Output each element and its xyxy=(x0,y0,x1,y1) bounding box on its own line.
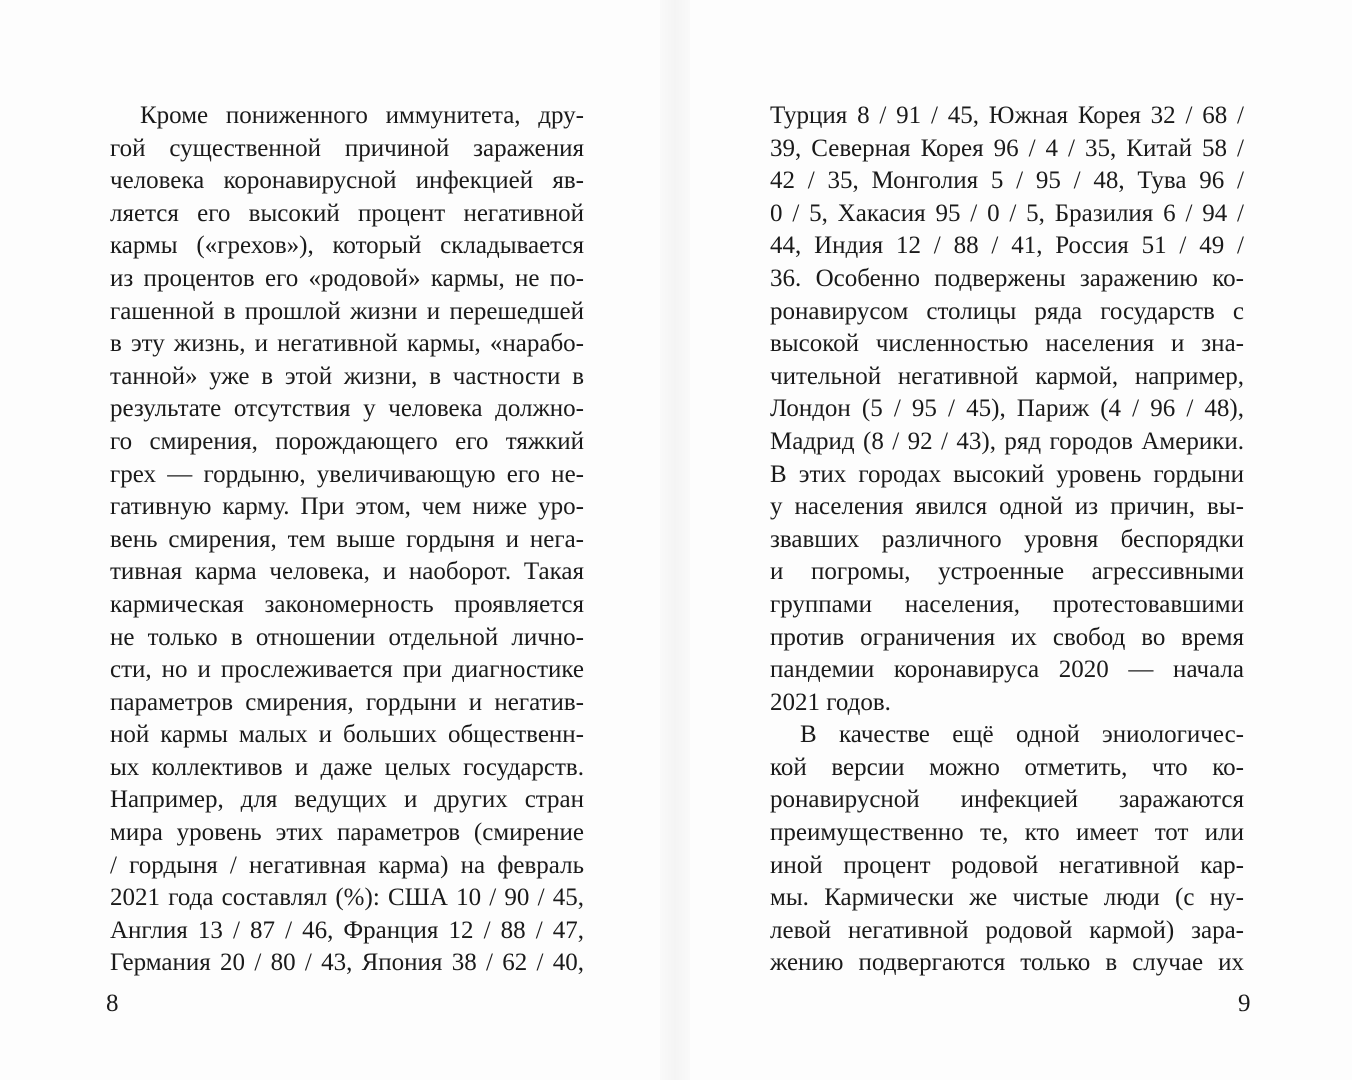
text-line: 42 / 35, Монголия 5 / 95 / 48, Тува 96 / xyxy=(770,167,1244,195)
text-line: ронавирусной инфекцией заражаются xyxy=(770,786,1244,814)
text-line: Мадрид (8 / 92 / 43), ряд городов Америки. xyxy=(770,427,1244,455)
text-line: результате отсутствия у человека должно- xyxy=(110,395,584,423)
text-line: 2021 года составлял (%): США 10 / 90 / 45, xyxy=(110,884,584,912)
text-line: гой существенной причиной заражения xyxy=(110,134,584,162)
left-page xyxy=(110,100,584,980)
text-line: 2021 годов. xyxy=(770,688,891,716)
text-line: в эту жизнь, и негативной кармы, «нарабо- xyxy=(110,330,584,358)
page-number-right: 9 xyxy=(1238,990,1251,1017)
right-page xyxy=(770,100,1244,980)
text-line: Германия 20 / 80 / 43, Япония 38 / 62 / 40, xyxy=(110,949,584,977)
text-line: В этих городах высокий уровень гордыни xyxy=(770,460,1244,488)
text-line: преимущественно те, кто имеет тот или xyxy=(770,819,1244,847)
text-line: 39, Северная Корея 96 / 4 / 35, Китай 58 / xyxy=(770,134,1244,162)
text-line: мы. Кармически же чистые люди (с ну- xyxy=(770,884,1244,912)
text-line: Например, для ведущих и других стран xyxy=(110,786,584,814)
text-line: мира уровень этих параметров (смирение xyxy=(110,819,584,847)
text-line: из процентов его «родовой» кармы, не по- xyxy=(110,264,584,292)
text-line: 36. Особенно подвержены заражению ко- xyxy=(770,264,1244,292)
text-line: Турция 8 / 91 / 45, Южная Корея 32 / 68 / xyxy=(770,102,1244,129)
text-line: / гордыня / негативная карма) на февраль xyxy=(110,851,584,879)
text-line: Кроме пониженного иммунитета, дру- xyxy=(140,102,584,129)
text-line: человека коронавирусной инфекцией яв- xyxy=(110,167,584,195)
text-line: иной процент родовой негативной кар- xyxy=(770,851,1244,879)
text-line: и погромы, устроенные агрессивными xyxy=(770,558,1244,586)
text-line: гашенной в прошлой жизни и перешедшей xyxy=(110,297,584,325)
text-line: звавших различного уровня беспорядки xyxy=(770,525,1244,553)
text-line: не только в отношении отдельной лично- xyxy=(110,623,584,651)
text-line: В качестве ещё одной эниологичес- xyxy=(800,721,1244,749)
text-line: жению подвергаются только в случае их xyxy=(770,949,1244,977)
text-line: кармическая закономерность проявляется xyxy=(110,590,584,618)
text-line: параметров смирения, гордыни и негатив- xyxy=(110,688,584,716)
text-line: кой версии можно отметить, что ко- xyxy=(770,753,1244,781)
text-line: ляется его высокий процент негативной xyxy=(110,199,584,227)
text-line: ной кармы малых и больших общественн- xyxy=(110,721,584,749)
text-line: против ограничения их свобод во время xyxy=(770,623,1244,651)
text-line: 0 / 5, Хакасия 95 / 0 / 5, Бразилия 6 / 94 / xyxy=(770,199,1244,227)
text-line: левой негативной родовой кармой) зара- xyxy=(770,916,1244,944)
text-line: у населения явился одной из причин, вы- xyxy=(770,493,1244,521)
text-line: вень смирения, тем выше гордыня и нега- xyxy=(110,525,584,553)
text-line: тивная карма человека, и наоборот. Такая xyxy=(110,558,584,586)
text-line: сти, но и прослеживается при диагностике xyxy=(110,656,584,684)
text-line: 44, Индия 12 / 88 / 41, Россия 51 / 49 / xyxy=(770,232,1244,260)
text-line: Англия 13 / 87 / 46, Франция 12 / 88 / 47, xyxy=(110,916,584,944)
text-line: го смирения, порождающего его тяжкий xyxy=(110,427,584,455)
book-gutter xyxy=(660,0,690,1080)
text-line: группами населения, протестовавшими xyxy=(770,590,1244,618)
text-line: ронавирусом столицы ряда государств с xyxy=(770,297,1244,325)
text-line: высокой численностью населения и зна- xyxy=(770,330,1244,358)
text-line: Лондон (5 / 95 / 45), Париж (4 / 96 / 48), xyxy=(770,395,1244,423)
text-line: кармы («грехов»), который складывается xyxy=(110,232,584,260)
text-line: чительной негативной кармой, например, xyxy=(770,362,1244,390)
page-number-left: 8 xyxy=(106,990,119,1017)
text-line: гативную карму. При этом, чем ниже уро- xyxy=(110,493,584,521)
text-line: пандемии коронавируса 2020 — начала xyxy=(770,656,1244,684)
text-line: грех — гордыню, увеличивающую его не- xyxy=(110,460,584,488)
text-line: танной» уже в этой жизни, в частности в xyxy=(110,362,584,390)
text-line: ых коллективов и даже целых государств. xyxy=(110,753,584,781)
